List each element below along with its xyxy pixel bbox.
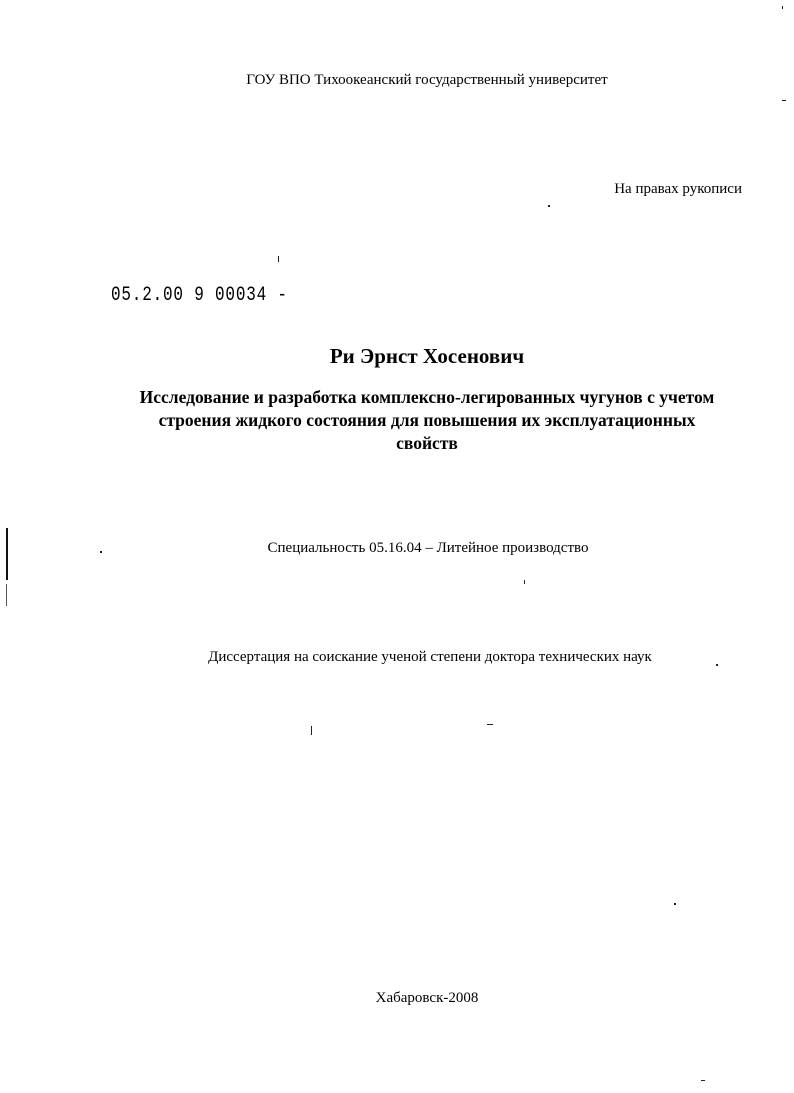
title-line-3: свойств — [396, 433, 458, 453]
scan-speck — [278, 256, 279, 262]
author-name: Ри Эрнст Хосенович — [329, 344, 525, 368]
scan-speck — [100, 551, 102, 553]
rights-note: На правах рукописи — [614, 181, 742, 197]
title-line-1: Исследование и разработка комплексно-легированных чугунов с учетом — [139, 387, 715, 407]
scan-speck — [716, 664, 718, 666]
scan-speck — [524, 580, 525, 584]
scan-speck — [548, 205, 550, 207]
scan-speck — [701, 1080, 705, 1081]
binding-mark — [6, 528, 8, 580]
dissertation-title — [100, 386, 754, 455]
city-year: Хабаровск-2008 — [375, 990, 479, 1006]
catalog-number: 05.2.00 9 00034 - — [111, 284, 288, 307]
specialty: Специальность 05.16.04 – Литейное производство — [267, 540, 589, 556]
scan-speck — [782, 6, 783, 9]
scan-speck — [782, 100, 786, 101]
scan-speck — [311, 726, 312, 735]
binding-mark-lower — [6, 584, 7, 606]
title-line-2: строения жидкого состояния для повышения их эксплуатационных — [158, 410, 696, 430]
scan-speck — [674, 903, 676, 905]
university-name: ГОУ ВПО Тихоокеанский государственный университет — [246, 72, 608, 88]
dissertation-type: Диссертация на соискание ученой степени доктора технических наук — [208, 649, 652, 665]
scan-speck — [487, 724, 493, 725]
